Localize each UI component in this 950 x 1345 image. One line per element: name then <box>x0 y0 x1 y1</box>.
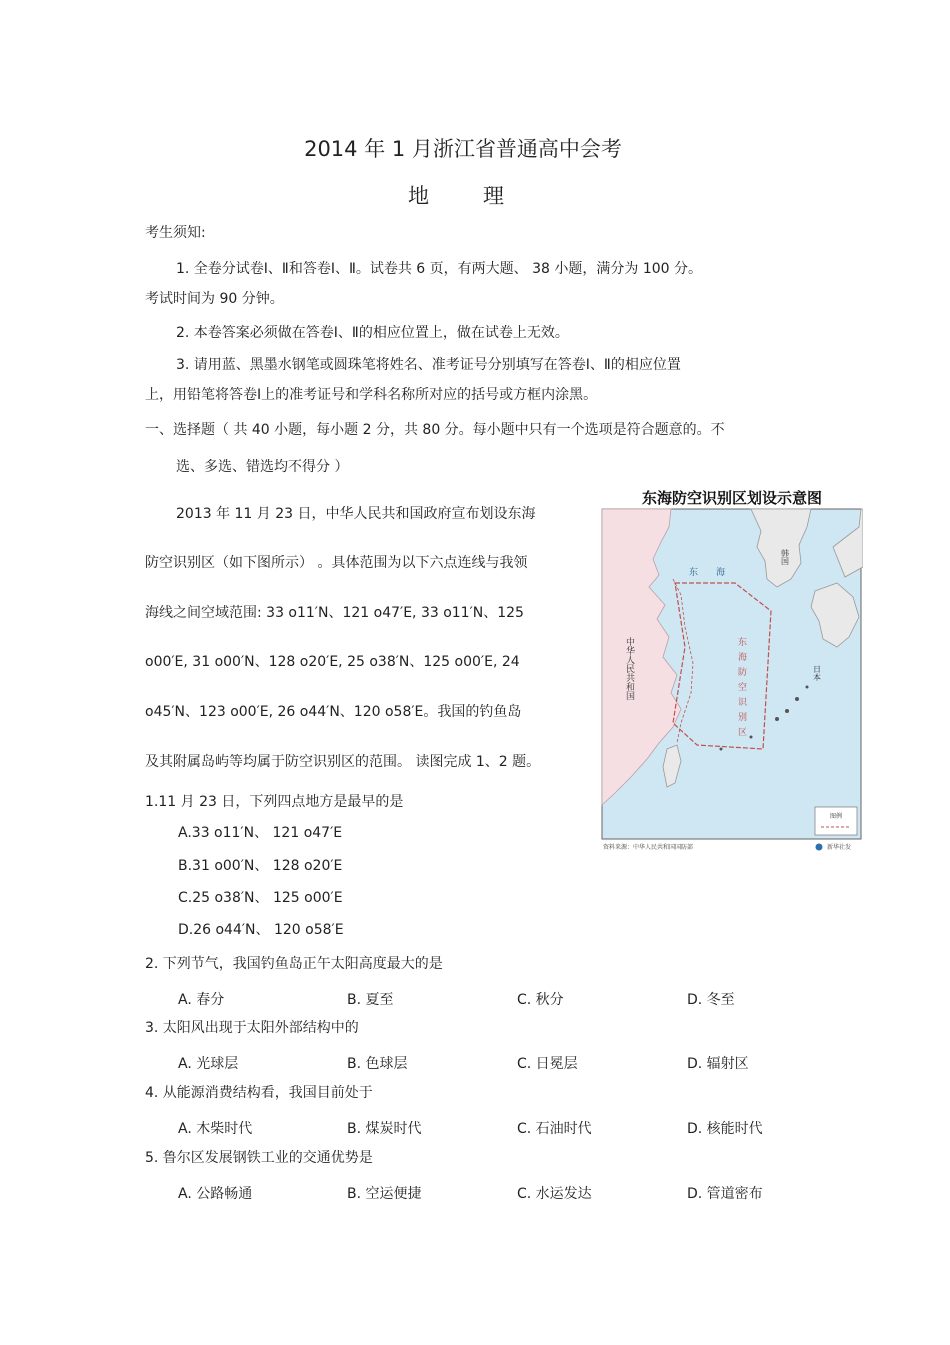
notice-item-2: 2. 本卷答案必须做在答卷Ⅰ、Ⅱ的相应位置上，做在试卷上无效。 <box>176 325 569 341</box>
passage-line: o45′N、123 o00′E, 26 o44′N、120 o58′E。我国的钓鱼岛 <box>145 704 522 720</box>
map-title: 东海防空识别区划设示意图 <box>641 489 822 507</box>
question-2-option-d: D. 冬至 <box>687 992 735 1008</box>
map-label-china: 中华人民共和国 <box>624 637 634 700</box>
exam-title: 2014 年 1 月浙江省普通高中会考 <box>304 137 622 161</box>
section-1-heading-cont: 选、多选、错选均不得分 ） <box>176 459 349 475</box>
xinhua-logo-icon <box>816 844 823 851</box>
question-1-option-a: A.33 o11′N、 121 o47′E <box>178 825 343 841</box>
map-agency: 新华社发 <box>827 844 852 851</box>
notice-item-3-line-2: 上，用铅笔将答卷Ⅰ上的准考证号和学科名称所对应的括号或方框内涂黑。 <box>145 387 598 403</box>
map-label-east-sea: 东海 <box>689 568 744 578</box>
passage-line: o00′E, 31 o00′N、128 o20′E, 25 o38′N、125 o00′E, 24 <box>145 654 520 670</box>
question-3-option-b: B. 色球层 <box>347 1056 408 1072</box>
section-1-heading: 一、选择题（ 共 40 小题，每小题 2 分，共 80 分。每小题中只有一个选项是符合题意的。不 <box>145 422 725 438</box>
map-legend <box>815 807 857 835</box>
question-1-option-d: D.26 o44′N、 120 o58′E <box>178 922 344 938</box>
map-label-japan: 日本 <box>812 665 822 681</box>
map-island <box>785 709 789 713</box>
question-4-option-c: C. 石油时代 <box>517 1121 592 1137</box>
map-island <box>720 748 723 751</box>
passage-line: 2013 年 11 月 23 日，中华人民共和国政府宣布划设东海 <box>176 506 536 522</box>
map-island <box>775 717 779 721</box>
question-3-option-d: D. 辐射区 <box>687 1056 749 1072</box>
map-label-korea: 韩国 <box>780 549 790 565</box>
question-3-stem: 3. 太阳风出现于太阳外部结构中的 <box>145 1020 359 1036</box>
map-source: 资料来源：中华人民共和国国防部 <box>603 844 694 851</box>
question-5-option-d: D. 管道密布 <box>687 1186 763 1202</box>
question-1-option-c: C.25 o38′N、 125 o00′E <box>178 890 343 906</box>
notice-item-1-line-2: 考试时间为 90 分钟。 <box>145 291 284 307</box>
question-2-stem: 2. 下列节气，我国钓鱼岛正午太阳高度最大的是 <box>145 956 443 972</box>
question-2-option-a: A. 春分 <box>178 992 225 1008</box>
question-1-option-b: B.31 o00′N、 128 o20′E <box>178 858 343 874</box>
map-label-adiz: 东海防空识别区 <box>736 637 746 742</box>
notice-item-1-line-1: 1. 全卷分试卷Ⅰ、Ⅱ和答卷Ⅰ、Ⅱ。试卷共 6 页，有两大题、 38 小题，满分为 100 分。 <box>176 261 702 277</box>
question-5-option-a: A. 公路畅通 <box>178 1186 253 1202</box>
question-4-option-b: B. 煤炭时代 <box>347 1121 422 1137</box>
map-legend-title: 图例 <box>829 813 843 820</box>
passage-line: 及其附属岛屿等均属于防空识别区的范围。 读图完成 1、2 题。 <box>145 754 541 770</box>
passage-line: 海线之间空域范围: 33 o11′N、121 o47′E, 33 o11′N、125 <box>145 605 524 621</box>
passage-line: 防空识别区（如下图所示） 。具体范围为以下六点连线与我领 <box>145 555 528 571</box>
question-4-stem: 4. 从能源消费结构看，我国目前处于 <box>145 1085 373 1101</box>
map-island <box>806 686 809 689</box>
question-2-option-c: C. 秋分 <box>517 992 564 1008</box>
map-island <box>750 736 753 739</box>
question-5-option-b: B. 空运便捷 <box>347 1186 422 1202</box>
question-4-option-d: D. 核能时代 <box>687 1121 763 1137</box>
question-5-stem: 5. 鲁尔区发展钢铁工业的交通优势是 <box>145 1150 373 1166</box>
question-3-option-c: C. 日冕层 <box>517 1056 578 1072</box>
map-graphic <box>601 487 863 855</box>
question-1-stem: 1.11 月 23 日，下列四点地方是最早的是 <box>145 794 404 810</box>
question-5-option-c: C. 水运发达 <box>517 1186 592 1202</box>
subject-title: 地理 <box>408 184 558 208</box>
question-3-option-a: A. 光球层 <box>178 1056 239 1072</box>
notice-item-3-line-1: 3. 请用蓝、黑墨水钢笔或圆珠笔将姓名、准考证号分别填写在答卷Ⅰ、Ⅱ的相应位置 <box>176 357 681 373</box>
question-2-option-b: B. 夏至 <box>347 992 394 1008</box>
map-island <box>795 697 799 701</box>
question-4-option-a: A. 木柴时代 <box>178 1121 253 1137</box>
adiz-map-figure <box>601 487 863 855</box>
notice-heading: 考生须知: <box>145 225 206 241</box>
